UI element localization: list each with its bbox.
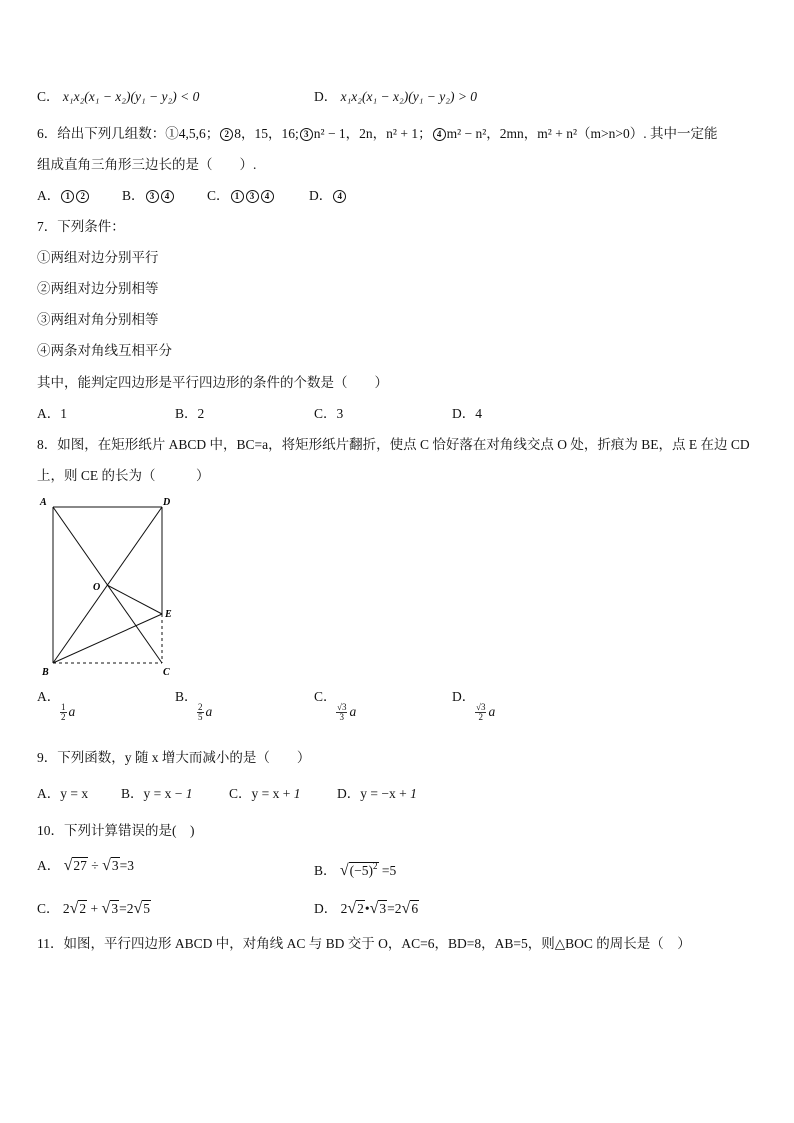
- circled-4: 4: [433, 128, 446, 141]
- q6-option-c: C． 1 3 4: [207, 187, 275, 205]
- q8-option-a-value: $\frac{1}{2}$ a: [61, 702, 76, 723]
- q10-stem: 10．下列计算错误的是( ): [37, 823, 195, 838]
- q9-option-b: B．y = x − 1: [121, 786, 193, 801]
- q8-option-b-label: B．: [175, 689, 198, 704]
- q10-option-c: C． 2√2 + √3=2√5: [37, 900, 150, 917]
- q5-option-d: D． x₁x₂(x₁ − x₂)(y₁ − y₂) > 0: [314, 89, 478, 104]
- q8-stem-line2: 上，则 CE 的长为（ ）: [37, 468, 210, 483]
- q6-option-b: B． 3 4: [122, 187, 175, 205]
- q5-option-c: C． x₁x₂(x₁ − x₂)(y₁ − y₂) < 0: [37, 89, 200, 104]
- q8-option-a-label: A．: [37, 689, 61, 704]
- q9-stem: 9．下列函数，y 随 x 增大而减小的是（ ）: [37, 750, 311, 765]
- q7-option-a: A．1: [37, 406, 67, 421]
- q7-condition-3: ③两组对角分别相等: [37, 312, 159, 327]
- label-a: A: [40, 497, 47, 508]
- q7-condition-1: ①两组对边分别平行: [37, 250, 159, 265]
- q11-stem: 11．如图，平行四边形 ABCD 中，对角线 AC 与 BD 交于 O，AC=6，BD=8，AB=5，则△BOC 的周长是（ ）: [37, 936, 691, 951]
- q7-stem: 7．下列条件：: [37, 219, 125, 234]
- q8-option-d-label: D．: [452, 689, 476, 704]
- q10-option-b: B． $√(-5)^2 =5$: [314, 861, 397, 879]
- segment-oe: [107, 585, 162, 614]
- q9-option-c: C．y = x + 1: [229, 786, 301, 801]
- q8-option-b-value: $\frac{2}{5}$ a: [198, 702, 213, 723]
- label-e: E: [165, 609, 172, 620]
- q9-option-a: A．y = x: [37, 786, 89, 801]
- q5-option-d-expr: x₁x₂(x₁ − x₂)(y₁ − y₂) > 0: [340, 89, 478, 104]
- label-b: B: [42, 667, 49, 678]
- q10-option-d: D． 2√2•√3=2√6: [314, 900, 419, 917]
- label-c: C: [163, 667, 170, 678]
- q6-stem-line2: 组成直角三角形三边长的是（ ）.: [37, 157, 257, 172]
- q6-stem-line1: 6．给出下列几组数：①4,5,6； 2 8，15，16; 3 n² − 1，2n，n² + 1； 4 m² − n²，2mn，m² + n²（m>n>0）. 其中一定能: [37, 126, 718, 141]
- q7-option-d: D．4: [452, 406, 482, 421]
- circled-3: 3: [300, 128, 313, 141]
- q7-condition-4: ④两条对角线互相平分: [37, 343, 172, 358]
- label-d: D: [163, 497, 171, 508]
- q8-option-d-value: $\frac{√3}{2}$ a: [476, 702, 496, 723]
- q7-option-b: B．2: [175, 406, 205, 421]
- q6-option-d: D． 4: [309, 187, 347, 205]
- q7-option-c: C．3: [314, 406, 344, 421]
- label-o: O: [93, 582, 101, 593]
- q8-option-c-label: C．: [314, 689, 337, 704]
- circled-2: 2: [220, 128, 233, 141]
- q10-option-a: A． √27 ÷ √3=3: [37, 857, 134, 874]
- q8-option-c-value: $\frac{√3}{3}$ a: [337, 702, 357, 723]
- q7-question: 其中，能判定四边形是平行四边形的条件的个数是（ ）: [37, 375, 388, 390]
- q5-option-c-expr: x₁x₂(x₁ − x₂)(y₁ − y₂) < 0: [62, 89, 200, 104]
- q9-option-d: D．y = −x + 1: [337, 786, 417, 801]
- fold-be: [53, 614, 162, 663]
- q8-rectangle-figure: [36, 494, 186, 682]
- q8-stem-line1: 8．如图，在矩形纸片 ABCD 中，BC=a，将矩形纸片翻折，使点 C 恰好落在对角线交点 O 处，折痕为 BE，点 E 在边 CD: [37, 437, 750, 452]
- q7-condition-2: ②两组对边分别相等: [37, 281, 159, 296]
- q6-option-a: A． 1 2: [37, 187, 90, 205]
